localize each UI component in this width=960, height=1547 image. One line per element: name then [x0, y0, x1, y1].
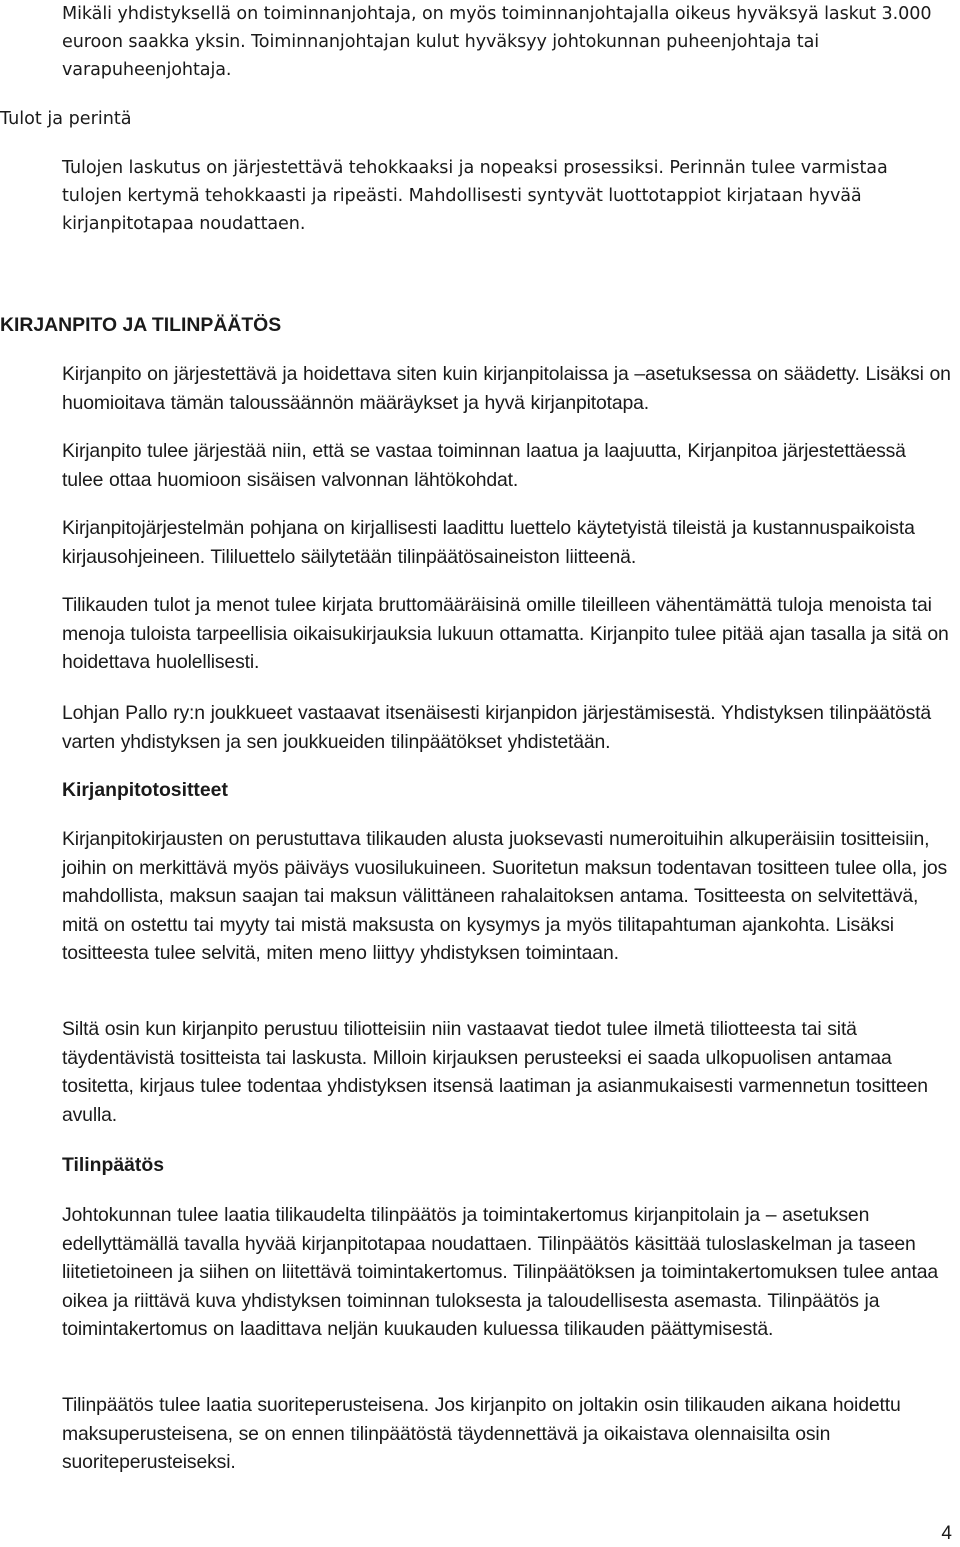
tositteet-paragraph-2: Siltä osin kun kirjanpito perustuu tiliotteisiin niin vastaavat tiedot tulee ilmetä tiliotteesta tai sitä täydentävistä tositteista tai laskusta. Milloin kirjauksen perusteeksi ei saada ulkopuolisen antamaa tositetta, kirjaus tulee todentaa yhdistyksen itsensä laatiman ja asianmukaisesti varmennetun tositteen avulla. [62, 1018, 928, 1126]
tilinpaatos-paragraph-2: Tilinpäätös tulee laatia suoriteperusteisena. Jos kirjanpito on joltakin osin tilikauden aikana hoidettu maksuperusteisena, se on ennen tilinpäätöstä täydennettävä ja oikaistava olennaisilta osin suoriteperusteiseksi. [62, 1394, 901, 1473]
kirjanpito-paragraph-1: Kirjanpito on järjestettävä ja hoidettava siten kuin kirjanpitolaissa ja –asetuksessa on säädetty. Lisäksi on huomioitava tämän taloussäännön määräykset ja hyvä kirjanpitotapa. [62, 363, 951, 414]
kirjanpito-paragraph-3: Kirjanpitojärjestelmän pohjana on kirjallisesti laadittu luettelo käytetyistä tileistä ja kustannuspaikoista kirjausohjeineen. Tililuettelo säilytetään tilinpäätösaineiston liitteenä. [62, 517, 915, 568]
page-number: 4 [941, 1523, 952, 1544]
kirjanpito-paragraph-4: Tilikauden tulot ja menot tulee kirjata bruttomääräisinä omille tileilleen vähentämättä tuloja menoista tai menoja tuloista tarpeellisia oikaisukirjauksia lukuun ottamatta. Kirjanpito tulee pitää ajan tasalla ja sitä on hoidettava huolellisesti. [62, 594, 949, 673]
tulot-paragraph: Tulojen laskutus on järjestettävä tehokkaaksi ja nopeaksi prosessiksi. Perinnän tulee varmistaa tulojen kertymä tehokkaasti ja ripeästi. Mahdollisesti syntyvät luottotappiot kirjataan hyvää kirjanpitotapaa noudattaen. [62, 158, 888, 234]
tositteet-paragraph-1: Kirjanpitokirjausten on perustuttava tilikauden alusta juoksevasti numeroituihin alkuperäisiin tositteisiin, joihin on merkittävä myös päiväys vuosilukuineen. Suoritetun maksun todentavan tositteen tulee olla, jos mahdollista, maksun saajan tai maksun välittäneen rahalaitoksen antama. Tositteesta on selvitettävä, mitä on ostettu tai myyty tai mistä maksusta on kysymys ja myös tilitapahtuman ajankohta. Lisäksi tositteesta tulee selvitä, miten meno liittyy yhdistyksen toimintaan. [62, 828, 948, 964]
subheading-tilinpaatos: Tilinpäätös [62, 1154, 164, 1176]
kirjanpito-paragraph-5: Lohjan Pallo ry:n joukkueet vastaavat itsenäisesti kirjanpidon järjestämisestä. Yhdistyksen tilinpäätöstä varten yhdistyksen ja sen joukkueiden tilinpäätökset yhdistetään. [62, 702, 931, 753]
intro-paragraph: Mikäli yhdistyksellä on toiminnanjohtaja, on myös toiminnanjohtajalla oikeus hyväksyä laskut 3.000 euroon saakka yksin. Toiminnanjohtajan kulut hyväksyy johtokunnan puheenjohtaja tai varapuheenjohtaja. [62, 4, 932, 80]
section-heading-tulot: Tulot ja perintä [0, 109, 132, 129]
tilinpaatos-paragraph-1: Johtokunnan tulee laatia tilikaudelta tilinpäätös ja toimintakertomus kirjanpitolain ja – asetuksen edellyttämällä tavalla hyvää kirjanpitotapaa noudattaen. Tilinpäätös käsittää tuloslaskelman ja taseen liitetietoineen ja siihen on liitettävä toimintakertomus. Tilinpäätöksen ja toimintakertomuksen tulee antaa oikea ja riittävä kuva yhdistyksen toiminnan tuloksesta ja taloudellisesta asemasta. Tilinpäätös ja toimintakertomus on laadittava neljän kuukauden kuluessa tilikauden päättymisestä. [62, 1204, 939, 1340]
section-heading-kirjanpito: KIRJANPITO JA TILINPÄÄTÖS [0, 314, 282, 336]
kirjanpito-paragraph-2: Kirjanpito tulee järjestää niin, että se vastaa toiminnan laatua ja laajuutta, Kirjanpitoa järjestettäessä tulee ottaa huomioon sisäisen valvonnan lähtökohdat. [62, 440, 906, 491]
subheading-tositteet: Kirjanpitotositteet [62, 779, 228, 801]
